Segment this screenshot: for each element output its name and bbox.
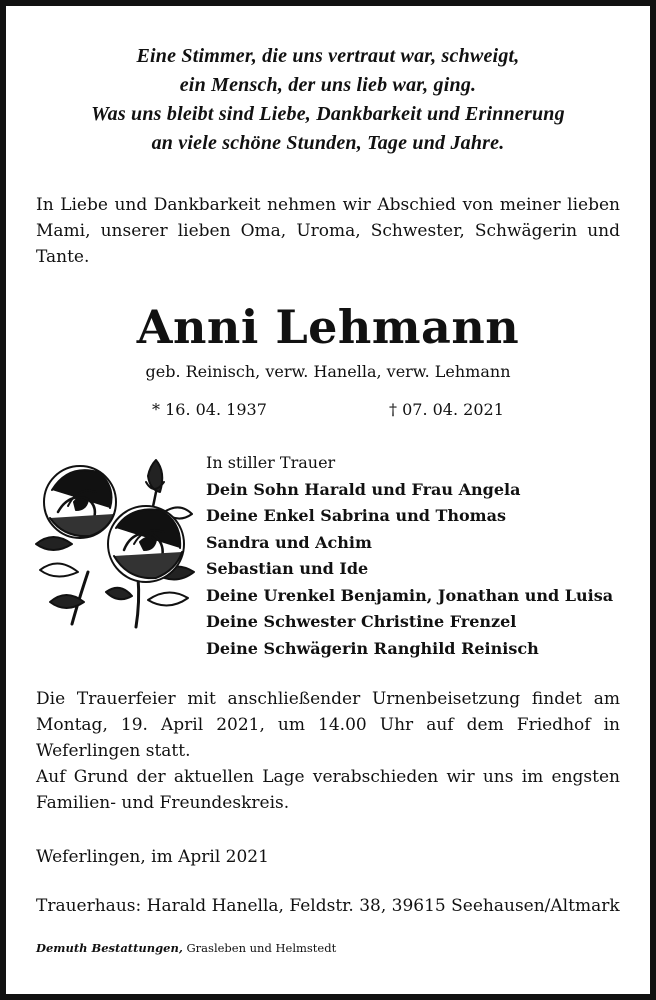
mourner-name: Sandra und Achim [206,532,372,552]
poem-line: Was uns bleibt sind Liebe, Dankbarkeit und Erinnerung [91,103,565,125]
mourner-name: Sebastian und Ide [206,559,369,578]
undertaker-name: Demuth Bestattungen, [36,941,183,955]
undertaker-locations: Grasleben und Helmstedt [186,941,337,955]
deceased-name: Anni Lehmann [136,300,520,354]
poem-line: an viele schöne Stunden, Tage und Jahre. [151,132,505,154]
service-note: Auf Grund der aktuellen Lage verabschieden wir uns im engsten Familien- und Freundeskreis. [36,767,620,813]
intro-text: In Liebe und Dankbarkeit nehmen wir Abschied von meiner lieben Mami, unserer lieben Oma, Uroma, Schwester, Schwägerin und Tante. [36,195,620,267]
mourners-list [206,450,613,662]
mourner-name: Deine Schwägerin Ranghild Reinisch [206,638,539,658]
mourners-lead: In stiller Trauer [206,453,336,472]
service-details: Die Trauerfeier mit anschließender Urnenbeisetzung findet am Montag, 19. April 2021, um 14.00 Uhr auf dem Friedhof in Weferlingen statt. [36,689,620,761]
roses-icon [28,452,198,632]
poem-line: ein Mensch, der uns lieb war, ging. [179,74,477,96]
undertaker [36,940,336,956]
service-info [36,686,620,816]
mourner-name: Deine Enkel Sabrina und Thomas [206,506,506,525]
mourner-name: Deine Schwester Christine Frenzel [206,612,517,631]
death-date: † 07. 04. 2021 [389,400,504,419]
mourning-house: Trauerhaus: Harald Hanella, Feldstr. 38, 39615 Seehausen/Altmark [36,896,620,916]
birth-date: * 16. 04. 1937 [152,400,267,419]
poem-line: Eine Stimmer, die uns vertraut war, schweigt, [136,45,520,67]
poem [36,42,620,158]
mourner-name: Dein Sohn Harald und Frau Angela [206,479,521,499]
mourner-name: Deine Urenkel Benjamin, Jonathan und Luisa [206,585,614,605]
place-date: Weferlingen, im April 2021 [36,847,269,867]
maiden-names: geb. Reinisch, verw. Hanella, verw. Lehmann [145,362,511,381]
